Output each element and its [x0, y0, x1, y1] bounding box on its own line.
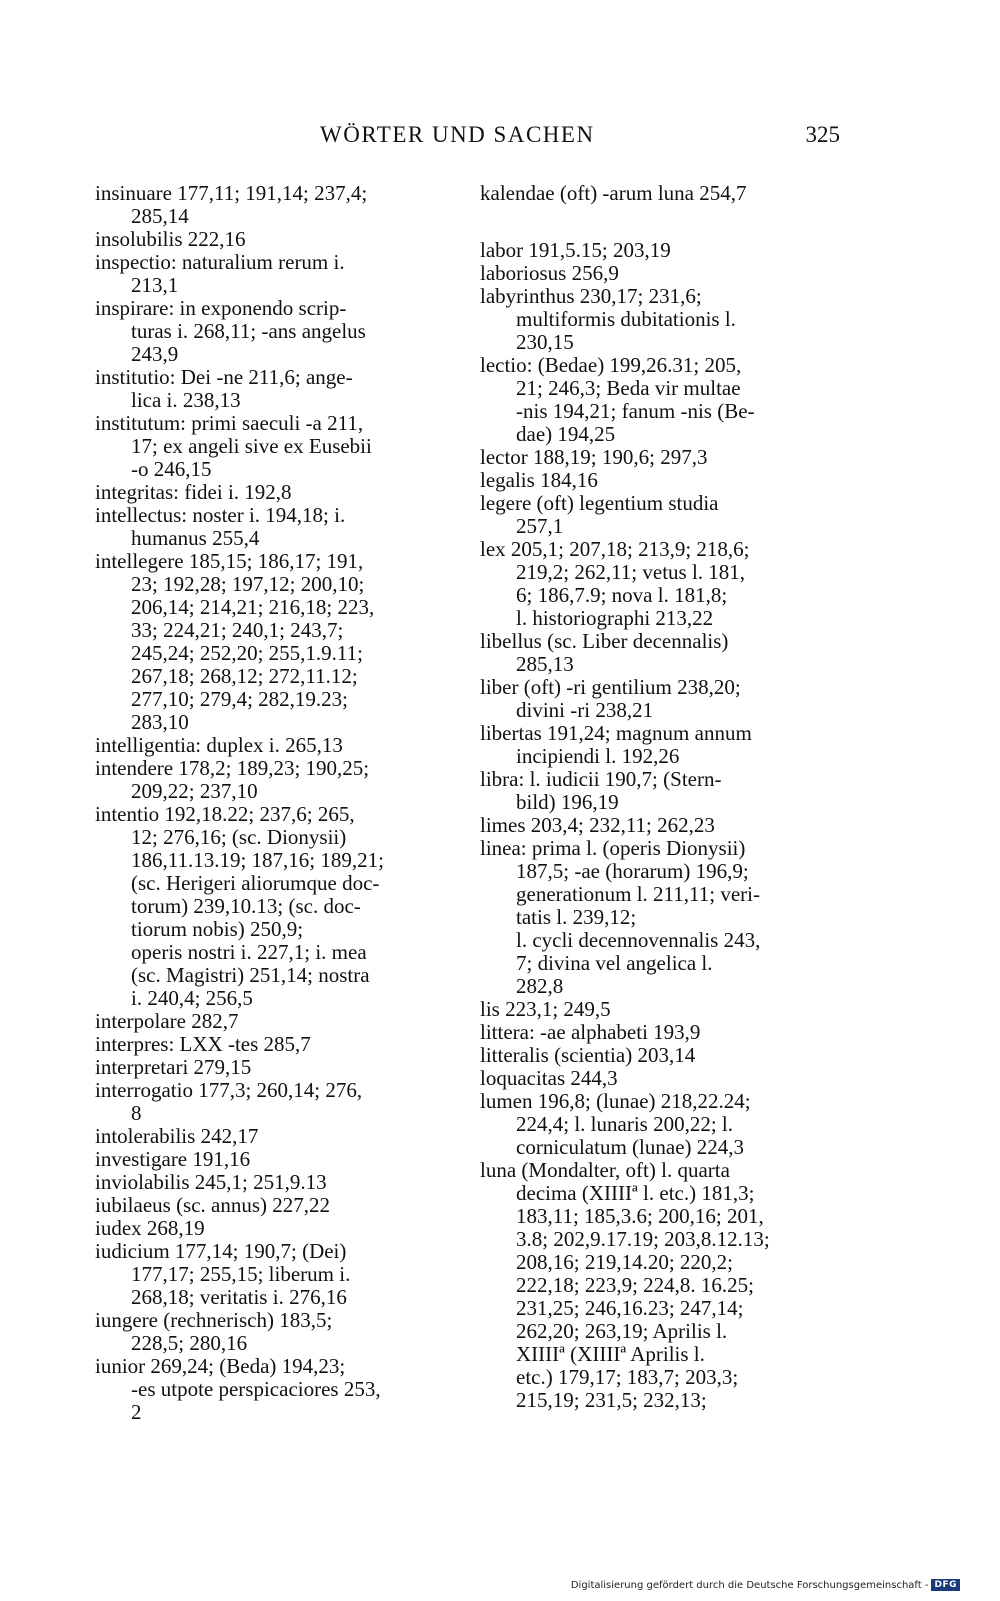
index-entry: liber (oft) -ri gentilium 238,20;	[480, 675, 741, 699]
index-entry: legere (oft) legentium studia	[480, 491, 719, 515]
index-entry: intelligentia: duplex i. 265,13	[95, 733, 343, 757]
index-entry: intellectus: noster i. 194,18; i.	[95, 503, 346, 527]
index-entry-continuation: tatis l. 239,12;	[516, 905, 637, 929]
index-entry: kalendae (oft) -arum luna 254,7	[480, 181, 747, 205]
index-entry-continuation: generationum l. 211,11; veri-	[516, 882, 760, 906]
index-entry-continuation: 285,14	[131, 204, 189, 228]
index-entry: lumen 196,8; (lunae) 218,22.24;	[480, 1089, 751, 1113]
dfg-logo: DFG	[931, 1579, 960, 1591]
index-entry-continuation: 23; 192,28; 197,12; 200,10;	[131, 572, 365, 596]
index-entry: institutio: Dei -ne 211,6; ange-	[95, 365, 353, 389]
index-entry: inviolabilis 245,1; 251,9.13	[95, 1170, 327, 1194]
index-entry-continuation: 213,1	[131, 273, 179, 297]
index-entry-continuation: 8	[131, 1101, 142, 1125]
index-entry: interpretari 279,15	[95, 1055, 252, 1079]
index-entry: integritas: fidei i. 192,8	[95, 480, 292, 504]
index-entry-continuation: -o 246,15	[131, 457, 212, 481]
page-number: 325	[805, 122, 840, 147]
index-entry: lector 188,19; 190,6; 297,3	[480, 445, 708, 469]
index-entry-continuation: 208,16; 219,14.20; 220,2;	[516, 1250, 734, 1274]
index-entry-continuation: 206,14; 214,21; 216,18; 223,	[131, 595, 375, 619]
index-entry-continuation: 277,10; 279,4; 282,19.23;	[131, 687, 349, 711]
index-entry-continuation: (sc. Magistri) 251,14; nostra	[131, 963, 370, 987]
index-entry-continuation: divini -ri 238,21	[516, 698, 654, 722]
index-entry: lex 205,1; 207,18; 213,9; 218,6;	[480, 537, 750, 561]
index-entry-continuation: turas i. 268,11; -ans angelus	[131, 319, 366, 343]
index-entry-continuation: -nis 194,21; fanum -nis (Be-	[516, 399, 755, 423]
index-entry: insinuare 177,11; 191,14; 237,4;	[95, 181, 368, 205]
index-entry: interrogatio 177,3; 260,14; 276,	[95, 1078, 363, 1102]
digitization-footer	[571, 1579, 960, 1591]
index-entry-continuation: (sc. Herigeri aliorumque doc-	[131, 871, 380, 895]
index-entry: libra: l. iudicii 190,7; (Stern-	[480, 767, 722, 791]
entry-gap	[480, 205, 840, 239]
index-entry-continuation: operis nostri i. 227,1; i. mea	[131, 940, 367, 964]
index-column-left	[95, 182, 455, 1424]
index-entry-continuation: lica i. 238,13	[131, 388, 241, 412]
index-entry-continuation: dae) 194,25	[516, 422, 616, 446]
index-entry: linea: prima l. (operis Dionysii)	[480, 836, 746, 860]
index-entry: laboriosus 256,9	[480, 261, 619, 285]
index-entry-continuation: 224,4; l. lunaris 200,22; l.	[516, 1112, 733, 1136]
index-entry-continuation: 187,5; -ae (horarum) 196,9;	[516, 859, 749, 883]
index-entry: littera: -ae alphabeti 193,9	[480, 1020, 701, 1044]
index-entry-continuation: 219,2; 262,11; vetus l. 181,	[516, 560, 746, 584]
index-entry: loquacitas 244,3	[480, 1066, 618, 1090]
index-column-right	[480, 182, 840, 1412]
index-entry-continuation: 177,17; 255,15; liberum i.	[131, 1262, 351, 1286]
index-entry-continuation: 7; divina vel angelica l.	[516, 951, 713, 975]
index-entry-continuation: bild) 196,19	[516, 790, 619, 814]
index-entry-continuation: 243,9	[131, 342, 179, 366]
index-entry-continuation: etc.) 179,17; 183,7; 203,3;	[516, 1365, 739, 1389]
index-entry-continuation: 3.8; 202,9.17.19; 203,8.12.13;	[516, 1227, 770, 1251]
index-entry-continuation: 267,18; 268,12; 272,11.12;	[131, 664, 358, 688]
index-entry-continuation: 245,24; 252,20; 255,1.9.11;	[131, 641, 363, 665]
index-entry: iubilaeus (sc. annus) 227,22	[95, 1193, 331, 1217]
index-entry-continuation: 33; 224,21; 240,1; 243,7;	[131, 618, 344, 642]
index-entry-continuation: 12; 276,16; (sc. Dionysii)	[131, 825, 347, 849]
index-entry-continuation: 222,18; 223,9; 224,8. 16.25;	[516, 1273, 755, 1297]
index-entry-continuation: 6; 186,7.9; nova l. 181,8;	[516, 583, 728, 607]
footer-text: Digitalisierung gefördert durch die Deutsche Forschungsgemeinschaft -	[570, 1579, 929, 1591]
running-head: WÖRTER UND SACHEN	[320, 122, 595, 147]
index-entry-continuation: tiorum nobis) 250,9;	[131, 917, 304, 941]
index-entry: libellus (sc. Liber decennalis)	[480, 629, 729, 653]
index-entry-continuation: 215,19; 231,5; 232,13;	[516, 1388, 707, 1412]
index-entry-continuation: 2	[131, 1400, 142, 1424]
index-entry: intolerabilis 242,17	[95, 1124, 259, 1148]
index-entry: insolubilis 222,16	[95, 227, 246, 251]
index-entry-continuation: 283,10	[131, 710, 189, 734]
index-entry: iungere (rechnerisch) 183,5;	[95, 1308, 333, 1332]
index-entry: legalis 184,16	[480, 468, 598, 492]
index-entry-continuation: 209,22; 237,10	[131, 779, 258, 803]
index-entry: intendere 178,2; 189,23; 190,25;	[95, 756, 370, 780]
index-entry-continuation: corniculatum (lunae) 224,3	[516, 1135, 745, 1159]
index-entry: limes 203,4; 232,11; 262,23	[480, 813, 715, 837]
index-entry-continuation: decima (XIIIIª l. etc.) 181,3;	[516, 1181, 755, 1205]
index-entry-continuation: XIIIIª (XIIIIª Aprilis l.	[516, 1342, 705, 1366]
index-entry: labor 191,5.15; 203,19	[480, 238, 671, 262]
index-entry-continuation: 268,18; veritatis i. 276,16	[131, 1285, 347, 1309]
index-entry-continuation: l. cycli decennovennalis 243,	[516, 928, 761, 952]
index-entry-continuation: i. 240,4; 256,5	[131, 986, 253, 1010]
index-entry: libertas 191,24; magnum annum	[480, 721, 752, 745]
index-entry: intentio 192,18.22; 237,6; 265,	[95, 802, 355, 826]
index-entry-continuation: 17; ex angeli sive ex Eusebii	[131, 434, 372, 458]
index-entry-continuation: -es utpote perspicaciores 253,	[131, 1377, 381, 1401]
index-entry: iudicium 177,14; 190,7; (Dei)	[95, 1239, 347, 1263]
index-entry: iunior 269,24; (Beda) 194,23;	[95, 1354, 346, 1378]
index-entry: interpolare 282,7	[95, 1009, 239, 1033]
index-entry: lis 223,1; 249,5	[480, 997, 611, 1021]
index-entry-continuation: incipiendi l. 192,26	[516, 744, 680, 768]
index-entry: litteralis (scientia) 203,14	[480, 1043, 696, 1067]
index-entry-continuation: 282,8	[516, 974, 564, 998]
index-entry: intellegere 185,15; 186,17; 191,	[95, 549, 364, 573]
index-entry: labyrinthus 230,17; 231,6;	[480, 284, 702, 308]
index-entry-continuation: 230,15	[516, 330, 574, 354]
index-entry-continuation: torum) 239,10.13; (sc. doc-	[131, 894, 361, 918]
index-entry: iudex 268,19	[95, 1216, 205, 1240]
index-entry-continuation: multiformis dubitationis l.	[516, 307, 736, 331]
index-entry: inspirare: in exponendo scrip-	[95, 296, 347, 320]
index-entry-continuation: l. historiographi 213,22	[516, 606, 714, 630]
index-entry-continuation: 262,20; 263,19; Aprilis l.	[516, 1319, 728, 1343]
index-entry: investigare 191,16	[95, 1147, 251, 1171]
index-entry-continuation: humanus 255,4	[131, 526, 260, 550]
index-entry: institutum: primi saeculi -a 211,	[95, 411, 364, 435]
index-entry: lectio: (Bedae) 199,26.31; 205,	[480, 353, 742, 377]
index-entry: luna (Mondalter, oft) l. quarta	[480, 1158, 730, 1182]
index-entry-continuation: 183,11; 185,3.6; 200,16; 201,	[516, 1204, 764, 1228]
index-entry-continuation: 257,1	[516, 514, 564, 538]
index-entry-continuation: 285,13	[516, 652, 574, 676]
index-entry: interpres: LXX -tes 285,7	[95, 1032, 311, 1056]
index-entry-continuation: 21; 246,3; Beda vir multae	[516, 376, 741, 400]
index-entry: inspectio: naturalium rerum i.	[95, 250, 345, 274]
page-header	[100, 122, 840, 154]
index-entry-continuation: 186,11.13.19; 187,16; 189,21;	[131, 848, 384, 872]
index-entry-continuation: 228,5; 280,16	[131, 1331, 248, 1355]
index-entry-continuation: 231,25; 246,16.23; 247,14;	[516, 1296, 744, 1320]
